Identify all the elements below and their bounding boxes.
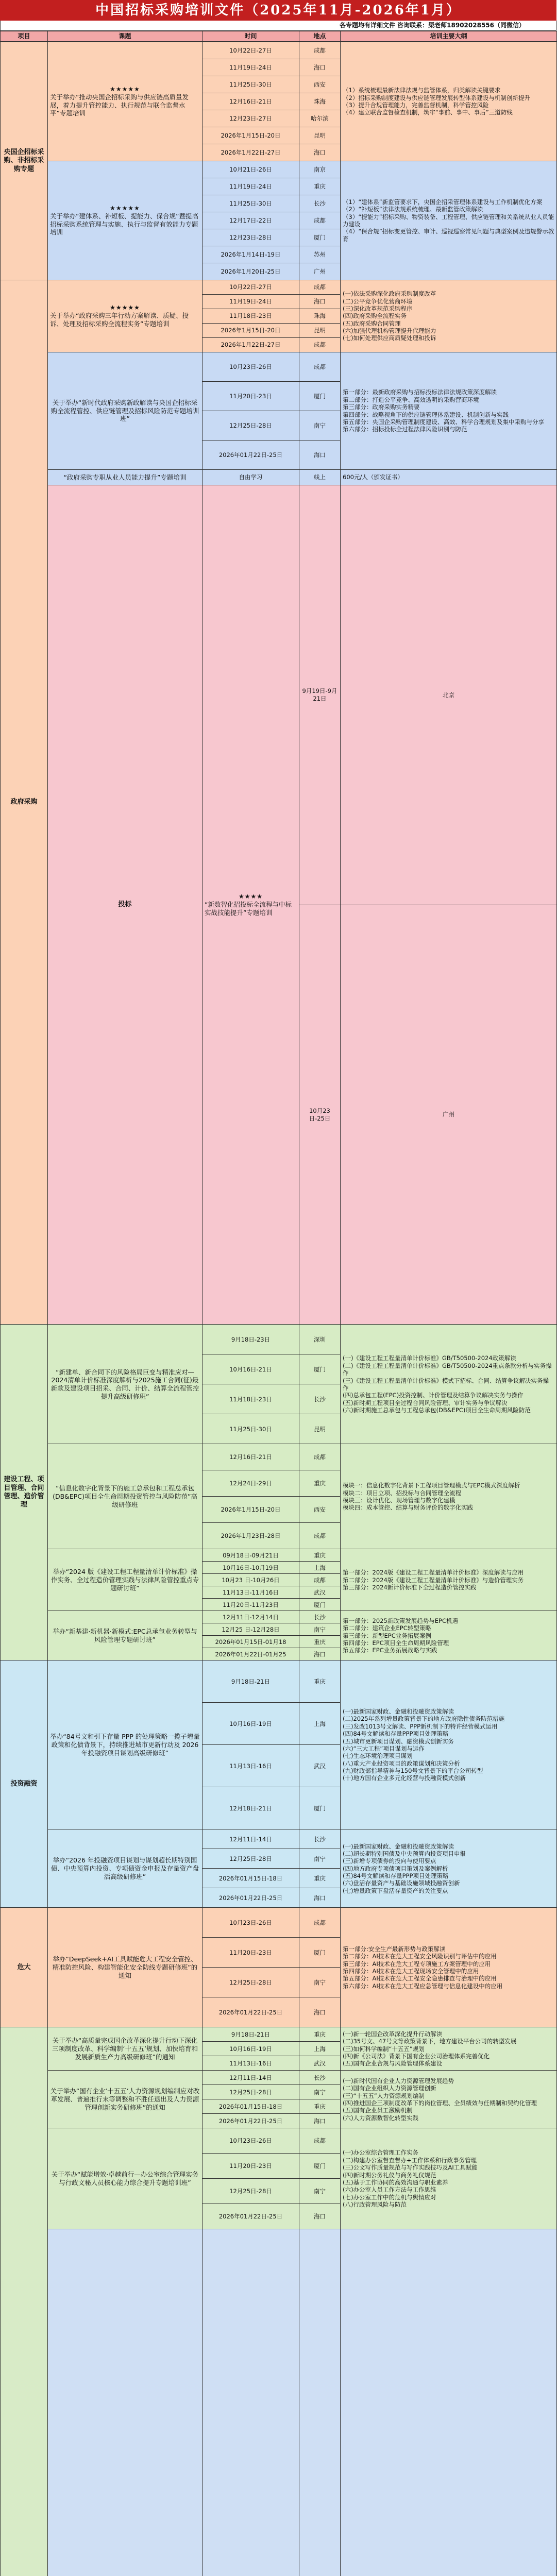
page-title: 中国招标采购培训文件（2025年11月-2026年1月）: [0, 0, 556, 21]
session-location: 成都: [299, 1908, 341, 1938]
category-c6: 危大: [1, 1908, 48, 2027]
session-time: 自由学习: [202, 470, 299, 485]
session-location: 重庆: [299, 1636, 341, 1648]
course-name: 举办“DeepSeek+AI工具赋能危大工程安全管控、精准防控风险、构建智能化安全防线专题研修班”的通知: [52, 1955, 198, 1979]
table-row: [1, 1908, 557, 1938]
course-title: [48, 280, 202, 352]
session-location: 南宁: [299, 411, 341, 440]
session-location: 南宁: [299, 1849, 341, 1869]
session-location: 成都: [299, 42, 341, 59]
session-time: 11月19日-24日: [202, 295, 299, 309]
session-location: [341, 2229, 557, 2576]
course-outline: (一)《建设工程工程量清单计价标准》GB/T50500-2024政策解读 (二)《建设工程工程量清单计价标准》GB/T50500-2024重点条款分析与实务操作 (三)《建设工程工程量清单计价标准》模式下招标、合同、结算争议解决实务操作 (四)总承包工程(EPC)投资控制、计价管理及结算争议解决实务与操作 (五)新时期工程项目全过程合同风险管理、审计实务与争议解决 (六)新时期施工总承包与工程总承包(DB&EPC)项目全生命周期风险防范: [341, 1325, 557, 1444]
session-time: 12月11日-14日: [202, 1829, 299, 1849]
session-location: 海口: [299, 1648, 341, 1660]
table-row: [1, 485, 557, 905]
course-name: 关于举办“新时代政府采购新政解读与央国企招标采购全流程管控、供应链管理及招标风险防范专题培训班”: [50, 399, 199, 423]
course-outline: 第一部分:安全生产最新形势与政策解读 第二部分：AI技术在危大工程安全风险识别与评估中的应用 第三部分：AI技术在危大工程专项施工方案管理中的应用 第四部分：AI技术在危大工程现场安全管理中的应用 第五部分：AI技术在危大工程安全隐患排查与治理中的应用 第六部分：AI技术在危大工程应急管理与信息化建设中的应用: [341, 1908, 557, 2027]
session-time: 12月11日-12月14日: [202, 1611, 299, 1623]
course-title: [48, 1908, 202, 2027]
session-time: [299, 2229, 341, 2576]
session-location: 长沙: [299, 1829, 341, 1849]
session-location: 深圳: [299, 1325, 341, 1354]
session-time: 2026年1月22日-27日: [202, 144, 299, 161]
course-outline: （1）系统梳理最新法律法规与监管体系，归类解读关键要求 （2）招标采购制度建设与供应链管理发展转型体系建设与机制创新提升 （3）提升合规管理能力，完善监督机制，科学管控风险 （4）建立联合监督检查机制，筑牢“事前、事中、事后”三道防线: [341, 42, 557, 161]
session-time: 12月24日-29日: [202, 1470, 299, 1497]
course-name: 举办“2024 版《建设工程工程量清单计价标准》操作实务、全过程造价管理实践与法律风险管控重点专题研讨班”: [50, 1568, 199, 1592]
session-time: 09月18日-09月21日: [202, 1549, 299, 1562]
course-name: 举办“2026 年投融资项目谋划与谋划超长期特别国债、中央预算内投资、专项债资金申报及存量资产盘活高级研修班”: [50, 1856, 199, 1880]
session-location: 海口: [299, 59, 341, 76]
course-name: 关于举办“国有企业‘十五五’人力资源规划编制应对改革发展、普遍推行末等调整和不胜任退出及人力资源管理创新实务研修班”的通知: [50, 2087, 200, 2111]
session-time: 11月20日-23日: [202, 1938, 299, 1968]
session-location: 成都: [299, 338, 341, 352]
header-category: 项目: [1, 31, 48, 42]
course-title: [48, 2027, 202, 2071]
session-time: 2026年01月15日-18日: [202, 2099, 299, 2114]
course-title: [48, 1325, 202, 1444]
table-row: [1, 2027, 557, 2042]
table-row: [1, 1549, 557, 1562]
session-location: 海口: [299, 295, 341, 309]
table-row: [1, 161, 557, 178]
session-time: 11月20日-23日: [202, 2154, 299, 2179]
course-outline: (一)依法采购深化政府采购制度改革 (二)公平竞争优化营商环境 (三)深化改革规范采购程序 (四)政府采购全流程实务 (五)政府采购合同管理 (六)加强代理机构管理提升代理能力 (七)如何处理供应商质疑处理和投诉: [341, 280, 557, 352]
session-location: 广州: [299, 263, 341, 280]
session-location: 成都: [299, 352, 341, 382]
course-name: 举办“新基建·新机器·新模式:EPC总承包业务转型与风险管理专题研讨班”: [53, 1628, 197, 1643]
session-location: 上海: [299, 1562, 341, 1574]
course-name: 关于举办“建体系、补短板、提能力、保合规”暨提高招标采购系统管理与实施、执行与监督有效能力专题培训: [50, 212, 198, 236]
session-time: 11月18日-23日: [202, 309, 299, 324]
session-location: 珠海: [299, 309, 341, 324]
session-location: 南京: [299, 161, 341, 178]
session-location: 珠海: [299, 93, 341, 110]
session-time: 12月17日-22日: [202, 212, 299, 229]
session-time: 9月18日-21日: [202, 2027, 299, 2042]
table-row: [1, 2229, 557, 2576]
session-time: 10月23 日-10月26日: [202, 1574, 299, 1586]
session-time: 10月16日-21日: [202, 1354, 299, 1384]
session-location: 上海: [299, 2042, 341, 2056]
session-time: 12月11日-14日: [202, 2071, 299, 2085]
session-location: 昆明: [299, 127, 341, 144]
session-location: 长沙: [299, 1611, 341, 1623]
session-time: 2026年01月22日-25日: [202, 1997, 299, 2027]
session-location: 武汉: [299, 2056, 341, 2071]
course-outline: 600元/人（颁发证书）: [341, 470, 557, 485]
rating-stars: ★★★★: [238, 893, 263, 901]
table-row: [1, 280, 557, 295]
category-c3: 投标: [48, 485, 202, 1325]
category-c8: [48, 2229, 202, 2576]
session-time: 2026年1月22日-27日: [202, 338, 299, 352]
session-location: 重庆: [299, 178, 341, 195]
rating-stars: ★★★★★: [110, 205, 140, 212]
session-location: 海口: [299, 1997, 341, 2027]
session-time: 12月16日-21日: [202, 93, 299, 110]
session-time: 10月16日-19日: [202, 1703, 299, 1745]
course-title: [48, 1660, 202, 1829]
category-c7: [1, 2027, 48, 2576]
session-time: 11月25日-30日: [202, 195, 299, 212]
session-time: 10月23日-26日: [202, 352, 299, 382]
course-title: [48, 352, 202, 470]
session-location: 昆明: [299, 324, 341, 338]
session-location: 重庆: [299, 1869, 341, 1888]
session-location: 海口: [299, 440, 341, 470]
session-time: 10月16日-19日: [202, 2042, 299, 2056]
course-outline: (一)最新国家财政、金融和投融资政策解读 (二)超长期特别国债及中央预算内投资项目申报 (三)新增专项债券的投向与使用要点 (四)地方政府专项债项目策划及案例解析 (五)84号文解读和存量PPP项目处理策略 (六)盘活存量资产与基础设施领域投融资创新 (七)增量政策下盘活存量资产的关注要点: [341, 1829, 557, 1908]
session-time: 12月25日-28日: [202, 2085, 299, 2099]
session-time: 2026年01月22日-01月25: [202, 1648, 299, 1660]
session-time: 10月22日-27日: [202, 280, 299, 295]
session-time: 12月18日-21日: [202, 1787, 299, 1829]
session-location: 武汉: [299, 1745, 341, 1787]
rating-stars: ★★★★★: [110, 86, 140, 93]
table-row: [1, 2071, 557, 2085]
session-time: 2026年1月15日-20日: [202, 127, 299, 144]
course-outline: 第一部分：最新政府采购与招标投标法律法规政策深度解读 第二部分：打造公平竞争、高效透明的采购营商环境 第三部分：政府采购实务精要 第四部分：战略视角下的供应链管理体系建设、机制创新与实践 第五部分：央国企采购管理制度建设、高效、科学合理规划及集中采购与分享 第六部分：招标投标全过程法律风险识别与防范: [341, 352, 557, 470]
session-location: 重庆: [299, 1549, 341, 1562]
course-name: 举办“84号文和引下存量 PPP 的处理策略一揽子增量政策和化债背景下，持续推进城市更新行动及 2026年投融资项目谋划高级研修班”: [50, 1733, 200, 1757]
session-time: 11月19日-24日: [202, 178, 299, 195]
course-title: [48, 1444, 202, 1549]
header-location: 地点: [299, 31, 341, 42]
session-location: 成都: [299, 2128, 341, 2154]
session-location: 成都: [299, 1444, 341, 1470]
course-title: [202, 485, 299, 1325]
course-title: [48, 470, 202, 485]
session-time: 2026年01月22日-25日: [202, 440, 299, 470]
session-location: 长沙: [299, 2071, 341, 2085]
course-title: [202, 2229, 299, 2576]
session-location: 厦门: [299, 1938, 341, 1968]
category-c4: 建设工程、项目管理、合同管理、造价管理: [1, 1325, 48, 1660]
course-outline: 第一部分：2025新政策发展趋势与EPC机遇 第二部分：建筑企业EPC转型策略 第三部分：新型EPC业务拓展案例 第四部分：EPC项目全生命周期风险管理 第五部分：EPC业务拓展战略与实践: [341, 1611, 557, 1660]
table-row: [1, 1611, 557, 1623]
course-name: “新建单、新合同下的风险格局巨变与精准应对—2024清单计价标准深度解析与2025施工合同(征)最新款及建设项目招采、合同、计价、结算全流程管控提升高级研修班”: [50, 1368, 199, 1400]
session-location: 哈尔滨: [299, 110, 341, 127]
session-time: 10月23日-26日: [202, 2128, 299, 2154]
session-location: 北京: [341, 485, 557, 905]
course-name: 关于举办“赋能增效·卓越前行—办公室综合管理实务与行政文秘人员核心能力综合提升专题培训班”: [51, 2171, 199, 2187]
session-location: 成都: [299, 1574, 341, 1586]
course-name: 关于举办“推动央国企招标采购与供应链高质量发展，着力提升管控能力、执行规范与联合监督水平”专题培训: [50, 93, 189, 117]
course-title: [48, 161, 202, 280]
course-name: 关于举办“高质量完成国企改革深化提升行动下深化三项制度改革、科学编制‘十五五’规划、加快培育和发展新质生产力高级研修班”的通知: [52, 2037, 198, 2061]
session-time: 9月19日-9月21日: [299, 485, 341, 905]
course-outline: (一)新一轮国企改革深化提升行动解读 (二)35号文、47号文等政策背景下，地方建设平台公司的转型发展 (三)如何科学编制“十五五”规划 (四)新《公司法》背景下国有企业公司治理体系完善优化 (五)国有企业合规与风险管理体系建设: [341, 2027, 557, 2071]
session-location: 长沙: [299, 195, 341, 212]
session-location: 苏州: [299, 246, 341, 263]
session-location: 重庆: [299, 1660, 341, 1703]
category-c5: 投资融资: [1, 1660, 48, 1908]
session-time: 2026年1月20日-25日: [202, 263, 299, 280]
table-header-row: [1, 31, 557, 42]
table-row: [1, 352, 557, 382]
course-outline: (一)最新国家财政、金融和投融资政策解读 (二)2025年系列增量政策背景下的地方政府隐性债务防范措施 (三)发改1013号文解读、PPP新机制下的特许经营模式运用 (四)84号文解读和存量PPP项目处理策略 (五)城市更新项目谋划、融资模式创新实务 (六)“三大工程”项目谋划与运作 (七)生态环境治理项目谋划 (八)重大产业投资项目的政策谋划和决策分析 (九)财政部指导精神与150号文背景下的平台公司转型 (十)地方国有企业多元化经营与投融资模式创新: [341, 1660, 557, 1829]
session-location: 成都: [299, 280, 341, 295]
session-location: 海口: [299, 2114, 341, 2128]
session-time: 2026年1月15日-20日: [202, 1497, 299, 1523]
session-location: 广州: [341, 905, 557, 1325]
session-location: 昆明: [299, 1414, 341, 1444]
session-time: 10月16日-10月19日: [202, 1562, 299, 1574]
session-location: 海口: [299, 2204, 341, 2229]
session-time: 2026年1月15日-20日: [202, 324, 299, 338]
schedule-body: [0, 42, 557, 2576]
session-location: 厦门: [299, 2154, 341, 2179]
session-time: 12月25 日-12月28日: [202, 1623, 299, 1636]
session-location: 海口: [299, 144, 341, 161]
session-time: 11月13日-16日: [202, 1745, 299, 1787]
session-location: 西安: [299, 1497, 341, 1523]
course-outline: 第一部分：2024版《建设工程工程量清单计价标准》深度解读与应用 第二部分：2024版《建设工程工程量清单计价标准》与造价管理实务 第三部分：2024新计价标准下全过程造价管控实践: [341, 1549, 557, 1611]
session-time: 11月19日-24日: [202, 59, 299, 76]
table-row: [1, 1660, 557, 1703]
course-name: “政府采购专职从业人员能力提升”专题培训: [63, 473, 187, 481]
session-time: 12月23日-27日: [202, 110, 299, 127]
table-row: [1, 1444, 557, 1470]
course-outline: (一)新时代国有企业人力资源管理发展趋势 (二)国有企业组织人力资源管理创新 (三)“十五五”人力资源规划编制 (四)推进国企三项制度改革下的岗位管理、全员绩效与任期制和契约化管理 (五)国有企业员工激励机制 (六)人力资源数智化转型实践: [341, 2071, 557, 2128]
session-location: 武汉: [299, 1586, 341, 1599]
session-time: 9月18日-21日: [202, 1660, 299, 1703]
session-location: 厦门: [299, 1354, 341, 1384]
course-name: “信息化数字化背景下的施工总承包和工程总承包(DB&EPC)项目全生命周期投资管控与风险防范”高级研修班: [53, 1484, 197, 1509]
header-outline: 培训主要大纲: [341, 31, 557, 42]
session-location: 厦门: [299, 1787, 341, 1829]
course-title: [48, 1611, 202, 1660]
table-row: [1, 1829, 557, 1849]
session-location: 南宁: [299, 1968, 341, 1997]
table-row: [1, 1325, 557, 1354]
session-time: 2026年01月22日-25日: [202, 1888, 299, 1908]
course-title: [48, 1549, 202, 1611]
session-location: 重庆: [299, 2027, 341, 2042]
session-time: 12月25日-28日: [202, 1968, 299, 1997]
contact-subtitle: 各专题均有详细文件 咨询联系：渠老师18902028556（同微信）: [0, 21, 556, 31]
session-time: 12月16日-21日: [202, 1444, 299, 1470]
session-location: 成都: [299, 212, 341, 229]
session-time: 11月25日-30日: [202, 1414, 299, 1444]
schedule-table: [0, 31, 557, 42]
session-location: 厦门: [299, 382, 341, 411]
session-location: 重庆: [299, 2099, 341, 2114]
session-time: 9月18日-23日: [202, 1325, 299, 1354]
session-time: 11月13日-11月16日: [202, 1586, 299, 1599]
session-time: 11月18日-23日: [202, 1384, 299, 1414]
session-time: 2026年01月22日-25日: [202, 2114, 299, 2128]
rating-stars: ★★★★★: [110, 304, 140, 312]
table-row: [1, 470, 557, 485]
session-time: 10月23日-26日: [202, 1908, 299, 1938]
session-time: 11月25日-30日: [202, 76, 299, 93]
course-title: [48, 1829, 202, 1908]
session-location: 海口: [299, 1888, 341, 1908]
session-time: 2026年01月22日-25日: [202, 2204, 299, 2229]
session-location: 成都: [299, 1523, 341, 1549]
session-location: 厦门: [299, 1599, 341, 1611]
table-row: [1, 2128, 557, 2154]
session-time: 2026年01月15日-01月18: [202, 1636, 299, 1648]
session-location: 重庆: [299, 1470, 341, 1497]
session-time: 10月23日-25日: [299, 905, 341, 1325]
header-course: 课题: [48, 31, 202, 42]
course-outline: (一)办公室综合管理工作实务 (二)构建办公室督查督办+工作体系和行政事务管理 (三)公文写作质量规范与写作实践技巧及AI工具赋能 (四)新时期公务礼仪与商务礼仪规范 (五)基于工作协同的高效沟通与职业素养 (六)办公室人员工作方法与工作思维 (七)办公室工作中的危机与舆情应对 (八)行政管理风险与防范: [341, 2128, 557, 2229]
category-c1: 央国企招标采购、非招标采购专题: [1, 42, 48, 280]
session-time: 2026年01月15日-18日: [202, 1869, 299, 1888]
session-location: 上海: [299, 1703, 341, 1745]
session-location: 南宁: [299, 2085, 341, 2099]
session-time: 2026年1月23日-28日: [202, 1523, 299, 1549]
session-time: 10月21日-26日: [202, 161, 299, 178]
course-name: “新数智化招投标全流程与中标实战技能提升”专题培训: [205, 901, 292, 917]
session-time: 12月25日-28日: [202, 411, 299, 440]
session-location: 西安: [299, 76, 341, 93]
course-name: 关于举办“政府采购三年行动方案解读、质疑、投诉、处理及招标采购全流程实务”专题培训: [50, 312, 189, 328]
session-location: 长沙: [299, 1384, 341, 1414]
category-c2: 政府采购: [1, 280, 48, 1325]
session-time: 2026年1月14日-19日: [202, 246, 299, 263]
session-time: 10月22日-27日: [202, 42, 299, 59]
session-time: 11月13日-16日: [202, 2056, 299, 2071]
session-time: 11月20日-23日: [202, 382, 299, 411]
session-time: 12月25日-28日: [202, 1849, 299, 1869]
session-location: 南宁: [299, 1623, 341, 1636]
session-time: 12月25日-28日: [202, 2179, 299, 2204]
header-time: 时间: [202, 31, 299, 42]
course-title: [48, 2128, 202, 2229]
course-title: [48, 42, 202, 161]
session-location: 线上: [299, 470, 341, 485]
session-time: 11月20日-11月23日: [202, 1599, 299, 1611]
course-title: [48, 2071, 202, 2128]
session-time: 12月23日-28日: [202, 229, 299, 246]
session-location: 南宁: [299, 2179, 341, 2204]
session-location: 厦门: [299, 229, 341, 246]
table-row: [1, 42, 557, 59]
course-outline: （1）“建体系”新监管要求下，央国企招采管理体系建设与工作机制优化方案 （2）“补短板”法律法规系统梳理、最新监管政策解读 （3）“提能力”招标采购、物资装备、工程管理、供应链管理和关系统从业人员能力建设 （4）“保合规”招标变更管控、审计、巡视巡察常见问题与典型案例及违规警示教育: [341, 161, 557, 280]
course-outline: 模块一：信息化数字化背景下工程项目管理模式与EPC模式深度解析 模块二：项目立项、招投标与合同管理全流程 模块三：设计优化、现场管理与数字化建模 模块四：成本管控、结算与财务评价的数字化实践: [341, 1444, 557, 1549]
